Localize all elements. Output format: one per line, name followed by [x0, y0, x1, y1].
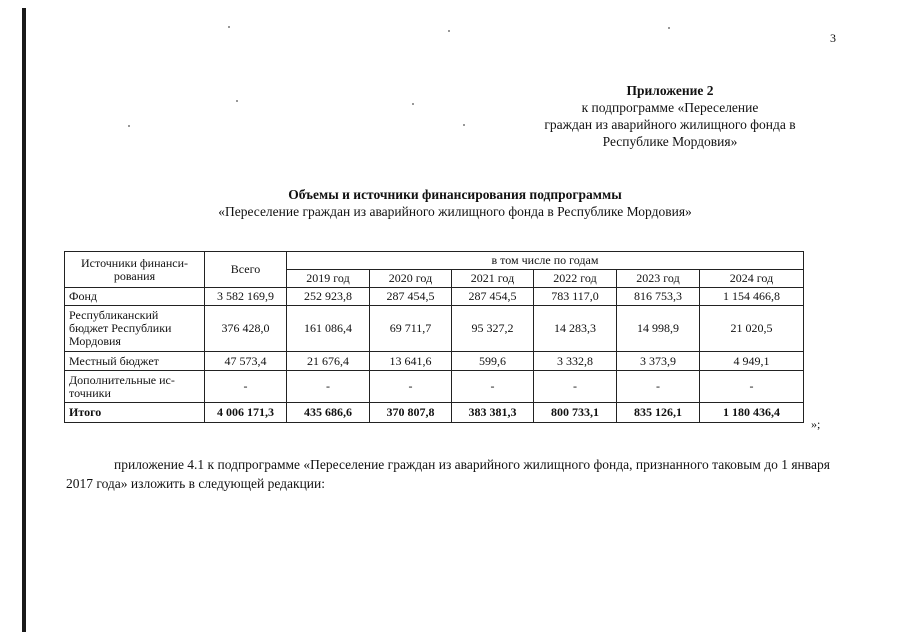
header-year: 2022 год: [534, 270, 617, 288]
scan-edge: [22, 8, 26, 632]
row-value: 13 641,6: [370, 352, 452, 371]
appendix-header: [520, 82, 820, 150]
row-source: Итого: [65, 403, 205, 423]
row-value: -: [617, 371, 700, 403]
row-value: 287 454,5: [452, 288, 534, 306]
row-value: 599,6: [452, 352, 534, 371]
closing-quote-mark: »;: [811, 417, 821, 431]
row-value: 3 332,8: [534, 352, 617, 371]
header-year: 2020 год: [370, 270, 452, 288]
scan-speck: [668, 27, 670, 29]
table-row: [65, 371, 804, 403]
row-value: -: [370, 371, 452, 403]
body-paragraph: приложение 4.1 к подпрограмме «Переселение граждан из аварийного жилищного фонда, признанного таковым до 1 января 2017 года» изложить в следующей редакции:: [66, 457, 830, 491]
scan-speck: [463, 124, 465, 126]
row-value: 1 180 436,4: [700, 403, 804, 423]
row-value: 383 381,3: [452, 403, 534, 423]
page-number: 3: [830, 31, 836, 45]
scan-speck: [236, 100, 238, 102]
row-source: Республиканский бюджет Республики Мордовия: [65, 306, 205, 352]
header-year: 2021 год: [452, 270, 534, 288]
row-value: 252 923,8: [287, 288, 370, 306]
appendix-line: граждан из аварийного жилищного фонда в: [544, 117, 796, 132]
scan-speck: [128, 125, 130, 127]
row-value: -: [700, 371, 804, 403]
row-source: Дополнительные ис-точники: [65, 371, 205, 403]
table-row: [65, 306, 804, 352]
row-value: 4 949,1: [700, 352, 804, 371]
row-value: 161 086,4: [287, 306, 370, 352]
table-row: [65, 288, 804, 306]
total-row: [65, 403, 804, 423]
row-value: 14 998,9: [617, 306, 700, 352]
scan-speck: [412, 103, 414, 105]
row-value: 21 020,5: [700, 306, 804, 352]
row-total: 3 582 169,9: [205, 288, 287, 306]
row-total: 376 428,0: [205, 306, 287, 352]
scan-speck: [228, 26, 230, 28]
table-row: [65, 352, 804, 371]
row-value: 435 686,6: [287, 403, 370, 423]
header-row: [65, 252, 804, 270]
row-value: 14 283,3: [534, 306, 617, 352]
row-value: 287 454,5: [370, 288, 452, 306]
header-by-years: в том числе по годам: [287, 252, 804, 270]
financing-table: [64, 251, 804, 423]
row-source: Местный бюджет: [65, 352, 205, 371]
row-total: -: [205, 371, 287, 403]
title-line: «Переселение граждан из аварийного жилищного фонда в Республике Мордовия»: [218, 204, 692, 219]
row-value: 21 676,4: [287, 352, 370, 371]
row-value: -: [452, 371, 534, 403]
row-total: 4 006 171,3: [205, 403, 287, 423]
row-value: 370 807,8: [370, 403, 452, 423]
header-total: Всего: [205, 252, 287, 288]
appendix-title: Приложение 2: [626, 83, 714, 98]
row-value: 835 126,1: [617, 403, 700, 423]
appendix-line: Республике Мордовия»: [602, 134, 738, 149]
header-year: 2019 год: [287, 270, 370, 288]
row-value: 783 117,0: [534, 288, 617, 306]
header-year: 2024 год: [700, 270, 804, 288]
title-line-bold: Объемы и источники финансирования подпрограммы: [288, 187, 622, 202]
appendix-line: к подпрограмме «Переселение: [581, 100, 759, 115]
document-title: [70, 186, 840, 220]
row-value: -: [287, 371, 370, 403]
header-source: Источники финанси-рования: [65, 252, 205, 288]
scan-speck: [448, 30, 450, 32]
row-source: Фонд: [65, 288, 205, 306]
row-value: 95 327,2: [452, 306, 534, 352]
row-value: 69 711,7: [370, 306, 452, 352]
row-value: 1 154 466,8: [700, 288, 804, 306]
row-value: 816 753,3: [617, 288, 700, 306]
row-total: 47 573,4: [205, 352, 287, 371]
row-value: 800 733,1: [534, 403, 617, 423]
header-year: 2023 год: [617, 270, 700, 288]
row-value: 3 373,9: [617, 352, 700, 371]
row-value: -: [534, 371, 617, 403]
